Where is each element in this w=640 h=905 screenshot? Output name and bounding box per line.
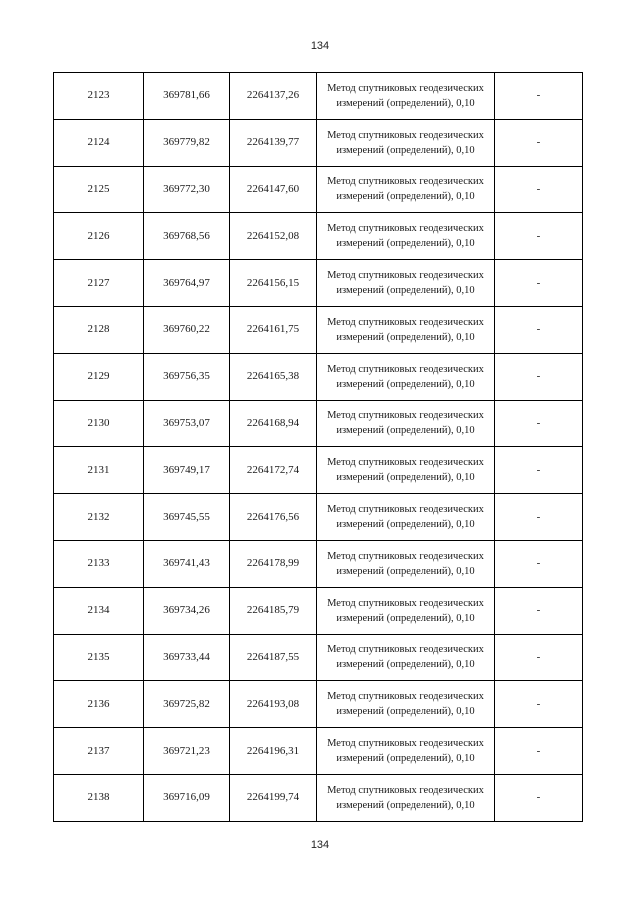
x-coordinate-cell: 369734,26 [144, 587, 230, 634]
y-coordinate-cell: 2264178,99 [230, 540, 317, 587]
note-cell: - [495, 306, 583, 353]
point-number-cell: 2138 [54, 774, 144, 821]
note-cell: - [495, 166, 583, 213]
coordinates-table [53, 72, 583, 822]
method-cell: Метод спутниковых геодезических измерений (определений), 0,10 [317, 353, 495, 400]
table-row [54, 587, 583, 634]
table-row [54, 166, 583, 213]
method-cell: Метод спутниковых геодезических измерений (определений), 0,10 [317, 494, 495, 541]
x-coordinate-cell: 369756,35 [144, 353, 230, 400]
table-row [54, 213, 583, 260]
x-coordinate-cell: 369753,07 [144, 400, 230, 447]
point-number-cell: 2134 [54, 587, 144, 634]
x-coordinate-cell: 369749,17 [144, 447, 230, 494]
y-coordinate-cell: 2264187,55 [230, 634, 317, 681]
method-cell: Метод спутниковых геодезических измерений (определений), 0,10 [317, 166, 495, 213]
method-cell: Метод спутниковых геодезических измерений (определений), 0,10 [317, 306, 495, 353]
table-row [54, 306, 583, 353]
table-row [54, 73, 583, 120]
method-cell: Метод спутниковых геодезических измерений (определений), 0,10 [317, 260, 495, 307]
method-cell: Метод спутниковых геодезических измерений (определений), 0,10 [317, 540, 495, 587]
point-number-cell: 2130 [54, 400, 144, 447]
note-cell: - [495, 447, 583, 494]
page-number-bottom: 134 [310, 839, 330, 851]
y-coordinate-cell: 2264147,60 [230, 166, 317, 213]
table-row [54, 728, 583, 775]
table-row [54, 774, 583, 821]
x-coordinate-cell: 369745,55 [144, 494, 230, 541]
table-row [54, 540, 583, 587]
table-row [54, 400, 583, 447]
x-coordinate-cell: 369716,09 [144, 774, 230, 821]
note-cell: - [495, 728, 583, 775]
point-number-cell: 2137 [54, 728, 144, 775]
method-cell: Метод спутниковых геодезических измерений (определений), 0,10 [317, 213, 495, 260]
y-coordinate-cell: 2264165,38 [230, 353, 317, 400]
method-cell: Метод спутниковых геодезических измерений (определений), 0,10 [317, 447, 495, 494]
point-number-cell: 2126 [54, 213, 144, 260]
table-row [54, 634, 583, 681]
point-number-cell: 2123 [54, 73, 144, 120]
y-coordinate-cell: 2264168,94 [230, 400, 317, 447]
y-coordinate-cell: 2264196,31 [230, 728, 317, 775]
x-coordinate-cell: 369721,23 [144, 728, 230, 775]
x-coordinate-cell: 369760,22 [144, 306, 230, 353]
point-number-cell: 2127 [54, 260, 144, 307]
note-cell: - [495, 494, 583, 541]
table-row [54, 119, 583, 166]
point-number-cell: 2128 [54, 306, 144, 353]
note-cell: - [495, 774, 583, 821]
note-cell: - [495, 400, 583, 447]
point-number-cell: 2129 [54, 353, 144, 400]
x-coordinate-cell: 369733,44 [144, 634, 230, 681]
y-coordinate-cell: 2264152,08 [230, 213, 317, 260]
table-row [54, 353, 583, 400]
point-number-cell: 2132 [54, 494, 144, 541]
point-number-cell: 2124 [54, 119, 144, 166]
x-coordinate-cell: 369725,82 [144, 681, 230, 728]
x-coordinate-cell: 369764,97 [144, 260, 230, 307]
point-number-cell: 2135 [54, 634, 144, 681]
method-cell: Метод спутниковых геодезических измерений (определений), 0,10 [317, 681, 495, 728]
table-row [54, 260, 583, 307]
note-cell: - [495, 634, 583, 681]
table-row [54, 681, 583, 728]
x-coordinate-cell: 369781,66 [144, 73, 230, 120]
point-number-cell: 2125 [54, 166, 144, 213]
y-coordinate-cell: 2264172,74 [230, 447, 317, 494]
method-cell: Метод спутниковых геодезических измерений (определений), 0,10 [317, 400, 495, 447]
note-cell: - [495, 119, 583, 166]
method-cell: Метод спутниковых геодезических измерений (определений), 0,10 [317, 73, 495, 120]
note-cell: - [495, 260, 583, 307]
x-coordinate-cell: 369741,43 [144, 540, 230, 587]
method-cell: Метод спутниковых геодезических измерений (определений), 0,10 [317, 119, 495, 166]
x-coordinate-cell: 369772,30 [144, 166, 230, 213]
page-number-top: 134 [310, 40, 330, 52]
point-number-cell: 2133 [54, 540, 144, 587]
note-cell: - [495, 353, 583, 400]
y-coordinate-cell: 2264176,56 [230, 494, 317, 541]
y-coordinate-cell: 2264185,79 [230, 587, 317, 634]
table-row [54, 447, 583, 494]
method-cell: Метод спутниковых геодезических измерений (определений), 0,10 [317, 587, 495, 634]
x-coordinate-cell: 369768,56 [144, 213, 230, 260]
point-number-cell: 2136 [54, 681, 144, 728]
note-cell: - [495, 681, 583, 728]
note-cell: - [495, 213, 583, 260]
method-cell: Метод спутниковых геодезических измерений (определений), 0,10 [317, 728, 495, 775]
y-coordinate-cell: 2264156,15 [230, 260, 317, 307]
point-number-cell: 2131 [54, 447, 144, 494]
y-coordinate-cell: 2264161,75 [230, 306, 317, 353]
y-coordinate-cell: 2264139,77 [230, 119, 317, 166]
method-cell: Метод спутниковых геодезических измерений (определений), 0,10 [317, 634, 495, 681]
note-cell: - [495, 73, 583, 120]
y-coordinate-cell: 2264193,08 [230, 681, 317, 728]
x-coordinate-cell: 369779,82 [144, 119, 230, 166]
table-row [54, 494, 583, 541]
note-cell: - [495, 540, 583, 587]
y-coordinate-cell: 2264199,74 [230, 774, 317, 821]
note-cell: - [495, 587, 583, 634]
method-cell: Метод спутниковых геодезических измерений (определений), 0,10 [317, 774, 495, 821]
y-coordinate-cell: 2264137,26 [230, 73, 317, 120]
